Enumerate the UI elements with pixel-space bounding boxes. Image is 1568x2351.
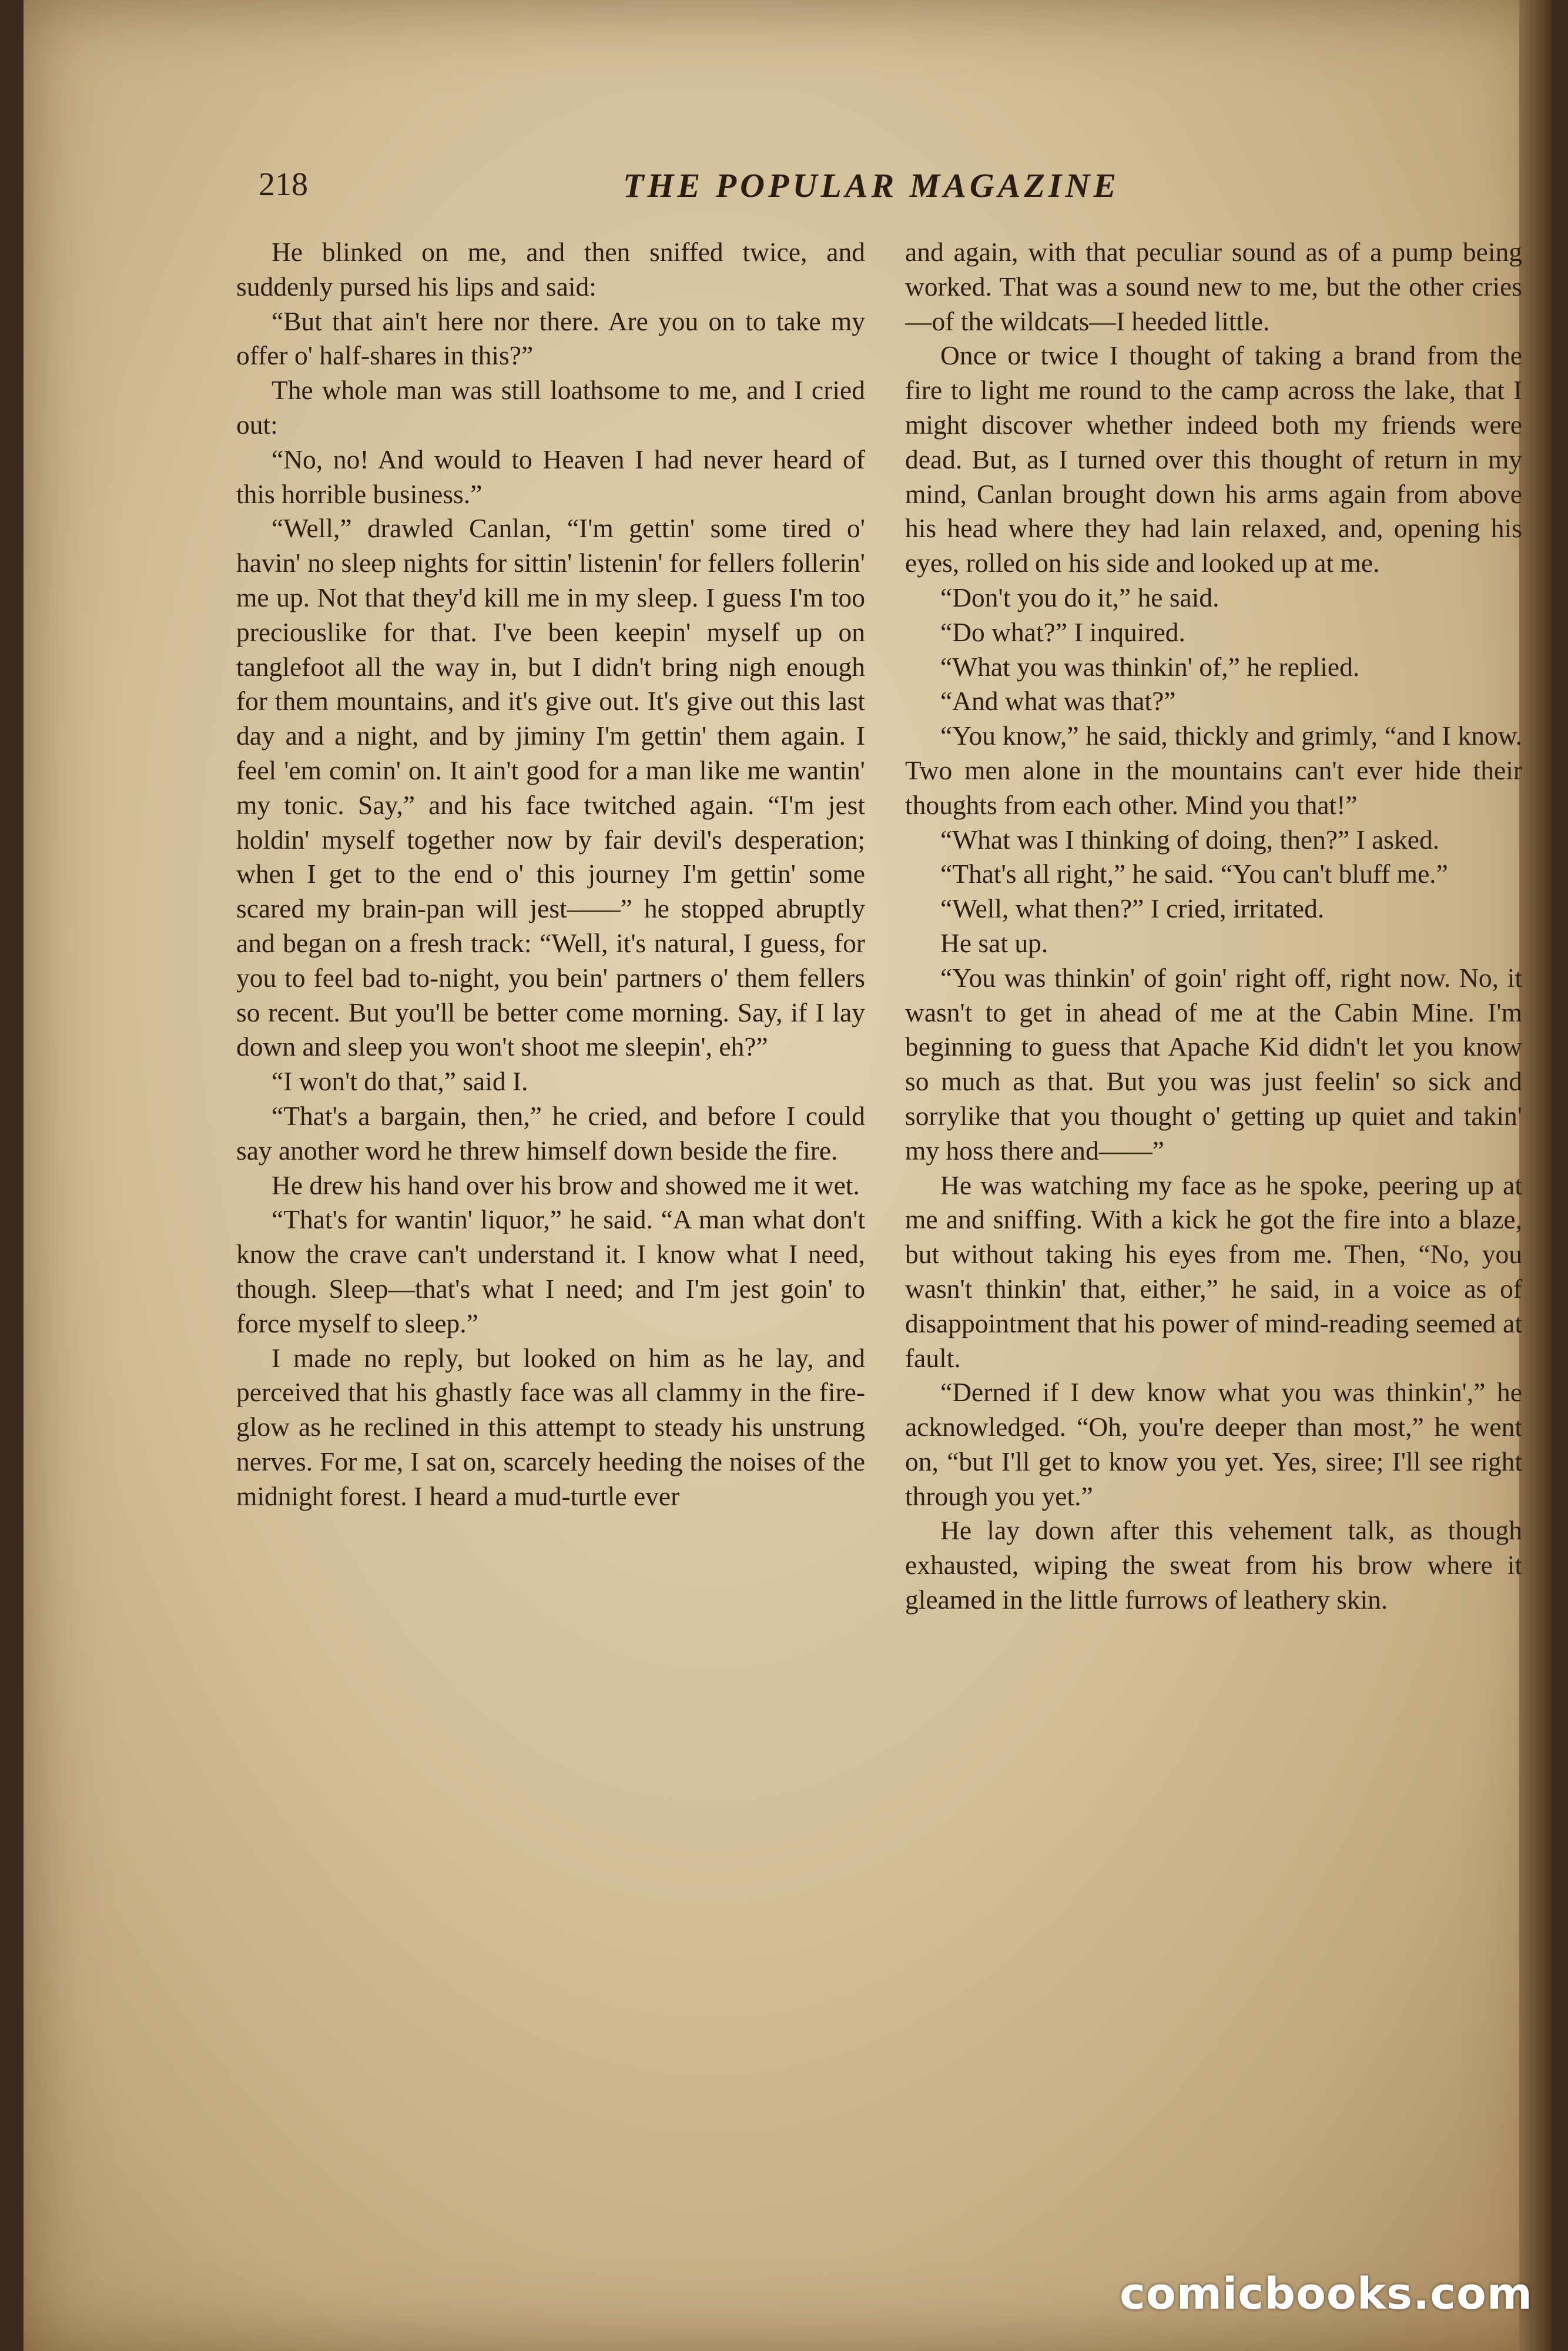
paragraph: “Derned if I dew know what you was thinkin',” he acknowledged. “Oh, you're deeper than most,” he went on, “but I'll get to know you yet. Yes, siree; I'll see right through you yet.” — [905, 1377, 1522, 1511]
paragraph: “Well, what then?” I cried, irritated. — [940, 893, 1325, 924]
paragraph: He blinked on me, and then sniffed twice, and suddenly pursed his lips and said: — [236, 237, 865, 302]
paragraph: “I won't do that,” said I. — [272, 1066, 528, 1097]
paragraph: “That's a bargain, then,” he cried, and before I could say another word he threw himself down beside the fire. — [236, 1100, 865, 1166]
running-title: THE POPULAR MAGAZINE — [623, 166, 1120, 205]
paragraph: “Do what?” I inquired. — [940, 617, 1185, 647]
paragraph: “What you was thinkin' of,” he replied. — [940, 651, 1360, 682]
paragraph: “That's all right,” he said. “You can't bluff me.” — [940, 859, 1448, 889]
page-number: 218 — [259, 166, 308, 203]
right-text-column — [905, 235, 1522, 2139]
left-text-column — [236, 235, 865, 2139]
paragraph: “Don't you do it,” he said. — [940, 582, 1219, 612]
paragraph: He sat up. — [940, 927, 1048, 958]
paragraph: “You know,” he said, thickly and grimly, “and I know. Two men alone in the mountains can't ever hide their thoughts from each other. Mind you that!” — [905, 721, 1522, 820]
continued-paragraph: and again, with that peculiar sound as of a pump being worked. That was a sound new to me, but the other cries—of the wildcats—I heeded little. — [905, 237, 1522, 336]
paragraph: I made no reply, but looked on him as he lay, and perceived that his ghastly face was all clammy in the fire-glow as he reclined in this attempt to steady his unstrung nerves. For me, I sat on, scarcely heeding the noises of the midnight forest. I heard a mud-turtle ever — [236, 1342, 865, 1511]
paragraph: “And what was that?” — [940, 686, 1176, 716]
paragraph: “What was I thinking of doing, then?” I asked. — [940, 824, 1440, 855]
paragraph: The whole man was still loathsome to me, and I cried out: — [236, 375, 865, 440]
paragraph: “No, no! And would to Heaven I had never heard of this horrible business.” — [236, 444, 865, 509]
paragraph: “You was thinkin' of goin' right off, right now. No, it wasn't to get in ahead of me at the Cabin Mine. I'm beginning to guess that Apache Kid didn't let you know so much as that. But you was just feelin' so sick and sorrylike that you thought o' getting up quiet and takin' my hoss there and——” — [905, 962, 1522, 1166]
paragraph: He drew his hand over his brow and showed me it wet. — [272, 1170, 860, 1200]
paragraph: “That's for wantin' liquor,” he said. “A man what don't know the crave can't understand it. I know what I need, though. Sleep—that's what I need; and I'm jest goin' to force myself to sleep.” — [236, 1204, 865, 1338]
paragraph: “But that ain't here nor there. Are you on to take my offer o' half-shares in this?” — [236, 306, 865, 371]
paragraph: He was watching my face as he spoke, peering up at me and sniffing. With a kick he got the fire into a blaze, but without taking his eyes from me. Then, “No, you wasn't thinkin' that, either,” he said, in a voice as of disappointment that his power of mind-reading seemed at fault. — [905, 1170, 1522, 1373]
binding-spine — [1519, 0, 1552, 2351]
paragraph: “Well,” drawled Canlan, “I'm gettin' some tired o' havin' no sleep nights for sittin' listenin' for fellers follerin' me up. Not that they'd kill me in my sleep. I guess I'm too preciouslike for that. I've been keepin' myself up on tanglefoot all the way in, but I didn't bring nigh enough for them mountains, and it's give out. It's give out this last day and a night, and by jiminy I'm gettin' them again. I feel 'em comin' on. It ain't good for a man like me wantin' my tonic. Say,” and his face twitched again. “I'm jest holdin' myself together now by fair devil's desperation; when I get to the end o' this journey I'm gettin' some scared my brain-pan will jest——” he stopped abruptly and began on a fresh track: “Well, it's natural, I guess, for you to feel bad to-night, you bein' partners o' them fellers so recent. But you'll be better come morning. Say, if I lay down and sleep you won't shoot me sleepin', eh?” — [236, 513, 865, 1062]
site-watermark: comicbooks.com — [1120, 2269, 1533, 2319]
paragraph: Once or twice I thought of taking a brand from the fire to light me round to the camp across the lake, that I might discover whether indeed both my friends were dead. But, as I turned over this thought of return in my mind, Canlan brought down his arms again from above his head where they had lain relaxed, and, opening his eyes, rolled on his side and looked up at me. — [905, 340, 1522, 578]
page-header — [259, 166, 1211, 213]
paragraph: He lay down after this vehement talk, as though exhausted, wiping the sweat from his brow where it gleamed in the little furrows of leathery skin. — [905, 1515, 1522, 1615]
